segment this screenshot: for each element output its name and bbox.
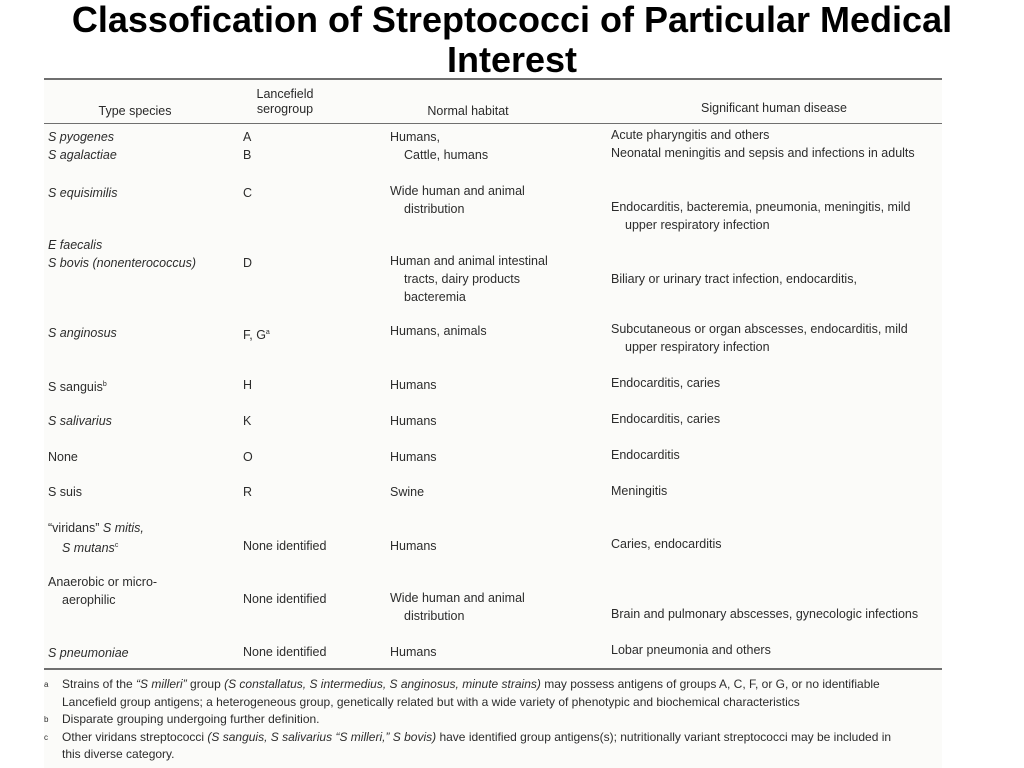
disease-anaerobic: Brain and pulmonary abscesses, gynecologic infections xyxy=(611,607,919,621)
group-fg xyxy=(243,324,270,344)
species-anaerobic-line1: Anaerobic or micro- xyxy=(48,575,158,589)
footnote-mark-b: b xyxy=(102,381,107,388)
footnote-a-mark: a xyxy=(44,680,49,689)
footnote-a-part5: may possess antigens of groups A, C, F, or G, or no identifiable xyxy=(540,677,880,691)
footnote-a xyxy=(44,676,942,711)
footnote-c-continuation: this diverse category. xyxy=(62,747,175,761)
species-pyogenes: S pyogenes xyxy=(48,130,115,144)
species-anaerobic-line2: aerophilic xyxy=(62,593,116,607)
table-top-rule xyxy=(44,78,942,80)
group-b: B xyxy=(243,148,252,162)
header-disease: Significant human disease xyxy=(701,101,847,115)
habitat-equisimilis-line2: distribution xyxy=(404,202,465,216)
habitat-bovis-line1: Human and animal intestinal xyxy=(390,254,548,268)
disease-anginosus-line1: Subcutaneous or organ abscesses, endocarditis, mild xyxy=(611,322,908,336)
group-k: K xyxy=(243,414,252,428)
disease-equisimilis-line1: Endocarditis, bacteremia, pneumonia, meningitis, mild xyxy=(611,200,911,214)
disease-pyogenes: Acute pharyngitis and others xyxy=(611,128,770,142)
habitat-bovis-line2: tracts, dairy products xyxy=(404,272,521,286)
header-lancefield xyxy=(240,87,330,117)
habitat-anginosus: Humans, animals xyxy=(390,324,487,338)
habitat-none: Humans xyxy=(390,450,437,464)
habitat-cell xyxy=(390,589,525,625)
footnote-c-part3: have identified group antigens(s); nutritionally variant streptococci may be included in xyxy=(436,729,892,744)
group-fg-label: F, G xyxy=(243,328,266,343)
footnote-mark-c: c xyxy=(114,542,119,549)
species-bovis: S bovis (nonenterococcus) xyxy=(48,256,196,270)
footnote-b xyxy=(44,711,942,729)
species-faecalis-bovis xyxy=(48,236,196,272)
disease-bovis: Biliary or urinary tract infection, endocarditis, xyxy=(611,272,857,286)
disease-cell xyxy=(611,198,910,234)
disease-suis: Meningitis xyxy=(611,484,668,498)
disease-pneumoniae: Lobar pneumonia and others xyxy=(611,643,771,657)
group-d: D xyxy=(243,256,253,270)
species-anaerobic xyxy=(48,573,157,609)
species-sanguis xyxy=(48,376,107,396)
footnotes xyxy=(44,676,942,764)
group-c: C xyxy=(243,186,253,200)
header-normal-habitat: Normal habitat xyxy=(427,104,509,118)
species-mutans: S mutans xyxy=(62,541,115,556)
habitat-anaerobic-line1: Wide human and animal xyxy=(390,591,525,605)
footnote-a-part1: Strains of the xyxy=(62,677,137,691)
group-none-pneumoniae: None identified xyxy=(243,645,327,659)
disease-cell xyxy=(611,320,908,356)
footnote-b-mark: b xyxy=(44,715,49,724)
species-viridans-quoted: “viridans” xyxy=(48,521,100,535)
footnote-a-part2: “S milleri” xyxy=(136,677,187,691)
species-mutans-line xyxy=(48,537,144,557)
species-viridans-line1 xyxy=(48,519,144,537)
habitat-salivarius: Humans xyxy=(390,414,437,428)
species-faecalis: E faecalis xyxy=(48,238,103,252)
group-h: H xyxy=(243,378,253,392)
table-bottom-rule xyxy=(44,668,942,670)
footnote-a-part4: (S constallatus, S intermedius, S anginosus, minute strains) xyxy=(224,677,541,691)
table-header-rule xyxy=(44,123,942,124)
disease-sanguis: Endocarditis, caries xyxy=(611,376,721,390)
table-row xyxy=(48,128,117,164)
disease-viridans: Caries, endocarditis xyxy=(611,537,722,551)
disease-equisimilis-line2: upper respiratory infection xyxy=(625,218,770,232)
slide-title xyxy=(0,0,1024,78)
group-none-viridans: None identified xyxy=(243,539,327,553)
disease-anginosus-line2: upper respiratory infection xyxy=(625,340,770,354)
disease-none: Endocarditis xyxy=(611,448,680,462)
habitat-bovis-line3: bacteremia xyxy=(404,290,466,304)
group-none-anaerobic: None identified xyxy=(243,592,327,606)
species-sanguis-label: S sanguis xyxy=(48,380,103,395)
footnote-a-continuation: Lancefield group antigens; a heterogeneous group, genetically related but with a wide variety of phenotypic and biochemical characteristics xyxy=(62,694,800,709)
footnote-b-text: Disparate grouping undergoing further definition. xyxy=(62,712,320,726)
slide-title-line2: Interest xyxy=(446,39,578,78)
footnote-c-mark: c xyxy=(44,732,48,742)
footnote-c-part1: Other viridans streptococci xyxy=(62,729,208,744)
habitat-cell xyxy=(390,252,548,306)
species-suis: S suis xyxy=(48,485,83,499)
group-cell xyxy=(243,128,251,164)
habitat-equisimilis-line1: Wide human and animal xyxy=(390,184,525,198)
species-anginosus: S anginosus xyxy=(48,326,117,340)
species-salivarius: S salivarius xyxy=(48,414,112,428)
species-agalactiae: S agalactiae xyxy=(48,148,117,162)
group-r: R xyxy=(243,485,253,499)
group-o: O xyxy=(243,450,253,464)
group-a: A xyxy=(243,130,252,144)
species-pneumoniae: S pneumoniae xyxy=(48,646,129,660)
habitat-pyogenes: Humans, xyxy=(390,130,441,144)
footnote-c xyxy=(44,729,942,764)
habitat-viridans: Humans xyxy=(390,539,437,553)
habitat-pneumoniae: Humans xyxy=(390,645,437,659)
classification-table xyxy=(44,78,942,768)
header-type-species: Type species xyxy=(98,104,172,118)
disease-cell xyxy=(611,126,915,162)
species-none: None xyxy=(48,450,78,464)
habitat-cell xyxy=(390,182,525,218)
slide-title-line1: Classofication of Streptococci of Particular Medical xyxy=(71,0,953,40)
footnote-a-part3: group xyxy=(186,677,225,691)
disease-salivarius: Endocarditis, caries xyxy=(611,412,721,426)
habitat-agalactiae: Cattle, humans xyxy=(404,148,489,162)
species-viridans xyxy=(48,519,144,557)
habitat-cell xyxy=(390,128,488,164)
footnote-mark-a: a xyxy=(265,329,270,336)
habitat-sanguis: Humans xyxy=(390,378,437,392)
header-lancefield-line2: serogroup xyxy=(256,102,314,116)
header-lancefield-line1: Lancefield xyxy=(256,87,314,101)
footnote-c-part2: (S sanguis, S salivarius “S milleri,” S bovis) xyxy=(207,729,437,744)
habitat-anaerobic-line2: distribution xyxy=(404,609,465,623)
disease-agalactiae: Neonatal meningitis and sepsis and infections in adults xyxy=(611,146,915,160)
species-mitis: S mitis, xyxy=(102,521,144,535)
species-equisimilis: S equisimilis xyxy=(48,186,118,200)
habitat-suis: Swine xyxy=(390,485,425,499)
